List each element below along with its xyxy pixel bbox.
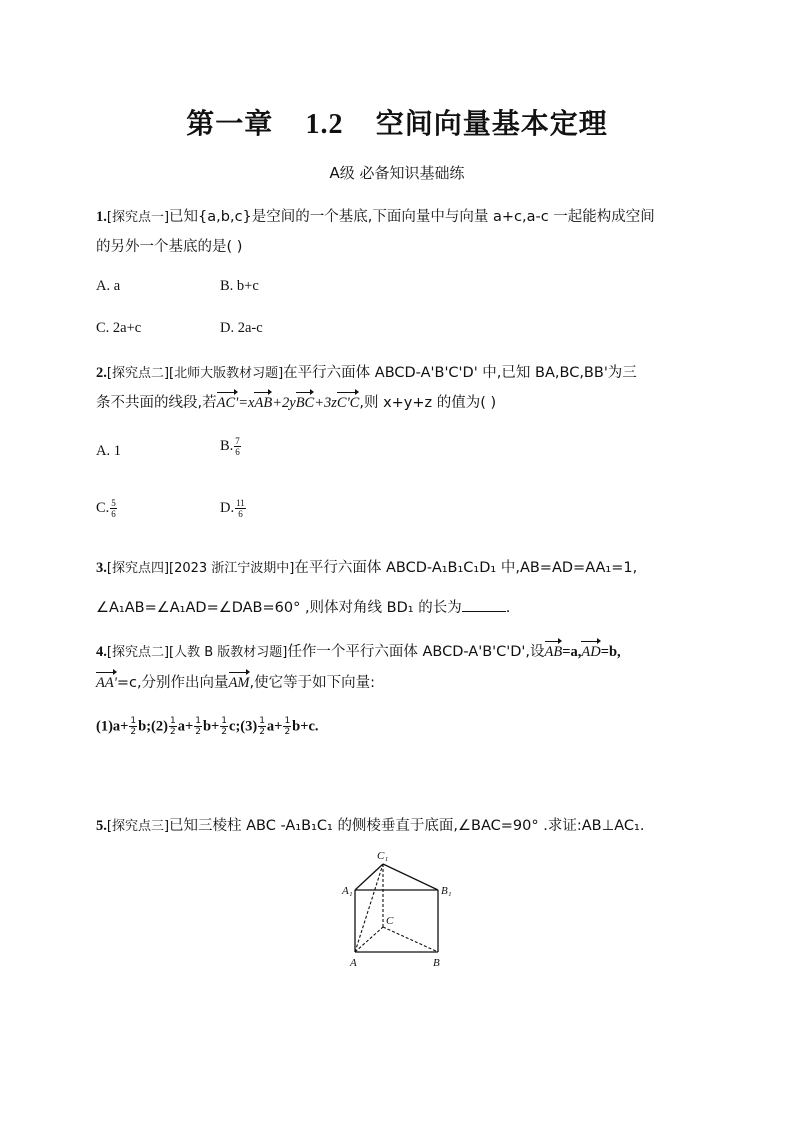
page-title: 第一章 1.2 空间向量基本定理 xyxy=(186,107,608,140)
q1-option-a: A. a xyxy=(96,278,121,294)
question-4-line-2: AA'=c,分别作出向量AM,使它等于如下向量: xyxy=(96,675,375,691)
q2-option-b: B. $\frac{7}{6}$ xyxy=(220,436,240,457)
vector-ad: AD xyxy=(581,644,601,660)
vector-am: AM xyxy=(228,675,250,691)
vector-bc: BC xyxy=(295,395,315,411)
label-b: B xyxy=(433,957,440,969)
q2-option-d: D. $\frac{11}{6}$ xyxy=(220,498,245,519)
answer-blank xyxy=(462,597,506,612)
question-1-line-1: 1.[探究点一]已知{a,b,c}是空间的一个基底,下面向量中与向量 a+c,a-c 一起能构成空间 xyxy=(96,209,655,225)
q2-option-c: C. $\frac{5}{6}$ xyxy=(96,498,116,519)
vector-ab: AB xyxy=(544,644,563,660)
question-5-line-1: 5.[探究点三]已知三棱柱 ABC -A₁B₁C₁ 的侧棱垂直于底面,∠BAC=90° .求证:AB⊥AC₁. xyxy=(96,818,645,834)
edge-a1c1 xyxy=(355,864,383,890)
label-c1: C₁ xyxy=(377,850,389,862)
vector-aa-prime: AA' xyxy=(96,675,117,691)
q2-option-a: A. 1 xyxy=(96,443,121,459)
question-3-line-1: 3.[探究点四][2023 浙江宁波期中]在平行六面体 ABCD-A₁B₁C₁D₁ 中,AB=AD=AA₁=1, xyxy=(96,560,638,576)
vector-ac-prime: AC' xyxy=(216,395,239,411)
label-c: C xyxy=(386,915,394,927)
question-4-line-1: 4.[探究点二][人教 B 版教材习题]任作一个平行六面体 ABCD-A'B'C'D',设AB=a,AD=b, xyxy=(96,644,621,660)
label-a1: A₁ xyxy=(342,885,353,897)
edge-cb xyxy=(383,927,438,952)
edge-ac xyxy=(355,927,383,952)
label-a: A xyxy=(350,957,357,969)
prism-diagram xyxy=(330,842,470,972)
question-1-line-2: 的另外一个基底的是( ) xyxy=(96,239,243,255)
q1-option-c: C. 2a+c xyxy=(96,320,142,336)
vector-ab: AB xyxy=(254,395,273,411)
q1-option-b: B. b+c xyxy=(220,278,259,294)
question-4-expressions: (1)a+ $\frac{1}{2}$ b;(2) $\frac{1}{2}$ a+ $\frac{1}{2}$ b+ $\frac{1}{2}$ c;(3) $\frac{1}{2}$ a+ $\frac{1}{2}$ b+c. xyxy=(96,716,319,737)
q1-option-d: D. 2a-c xyxy=(220,320,263,336)
vector-c-prime-c: C'C xyxy=(336,395,360,411)
edge-c1b1 xyxy=(383,864,438,890)
question-2-line-1: 2.[探究点二][北师大版教材习题]在平行六面体 ABCD-A'B'C'D' 中,已知 BA,BC,BB'为三 xyxy=(96,365,637,381)
level-heading: A级 必备知识基础练 xyxy=(329,164,465,182)
label-b1: B₁ xyxy=(441,885,452,897)
question-3-line-2: ∠A₁AB=∠A₁AD=∠DAB=60° ,则体对角线 BD₁ 的长为 . xyxy=(96,596,510,617)
question-2-line-2: 条不共面的线段,若AC'=xAB+2yBC+3zC'C,则 x+y+z 的值为( ) xyxy=(96,395,497,411)
